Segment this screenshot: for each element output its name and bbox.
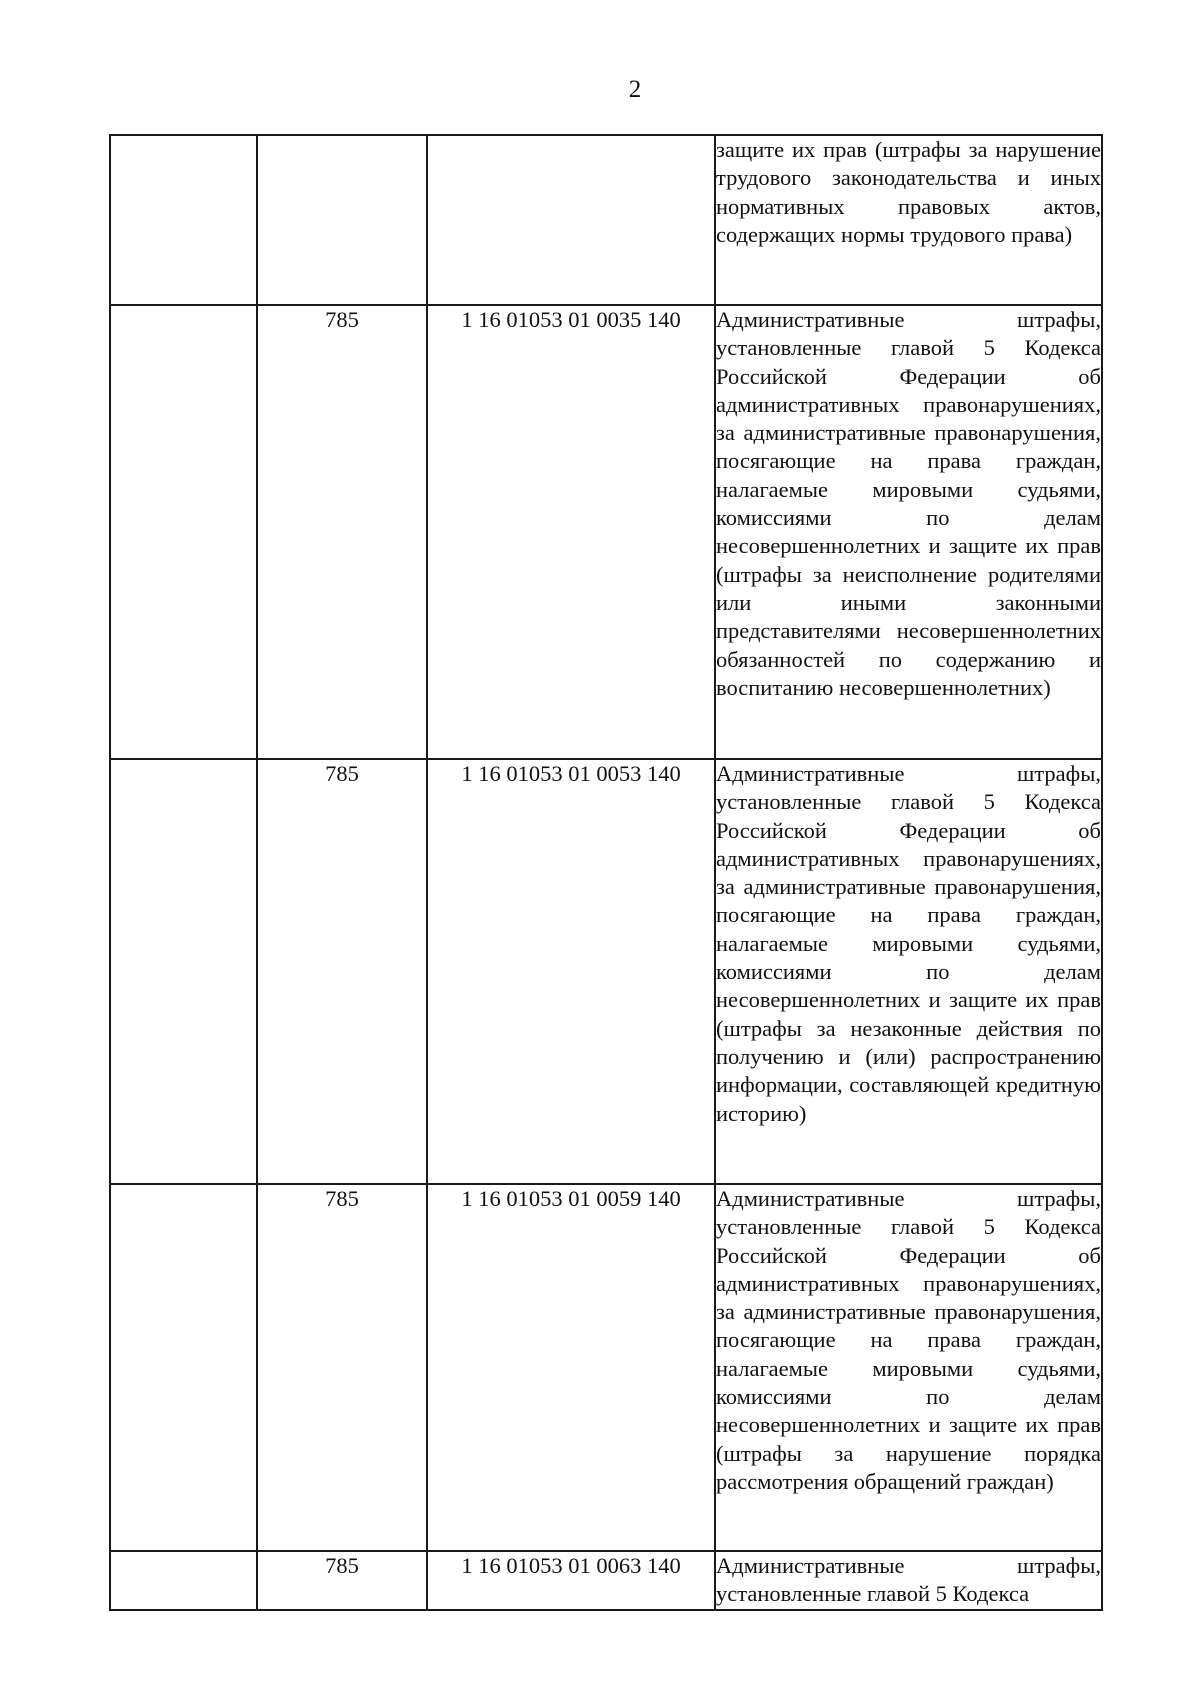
description-text: Административные штрафы, установленные главой 5 Кодекса Российской Федерации об административных правонарушениях, за административные правонарушения, посягающие на права граждан, налагаемые мировыми судьями, комиссиями по делам несовершеннолетних и защите их прав (штрафы за неисполнение родителями или иными законными представителями несовершеннолетних обязанностей по содержанию и воспитанию несовершеннолетних) [716,307,1101,700]
description-cell [715,305,1102,759]
description-text: Административные штрафы, установленные главой 5 Кодекса Российской Федерации об административных правонарушениях, за административные правонарушения, посягающие на права граждан, налагаемые мировыми судьями, комиссиями по делам несовершеннолетних и защите их прав (штрафы за нарушение порядка рассмотрения обращений граждан) [716,1186,1101,1494]
kbk-code-cell: 1 16 01053 01 0059 140 [427,1184,715,1551]
table-row [110,135,1102,305]
kbk-code-cell: 1 16 01053 01 0035 140 [427,305,715,759]
admin-code-cell: 785 [257,1184,427,1551]
table-row [110,759,1102,1184]
table-row [110,1551,1102,1610]
table-row [110,1184,1102,1551]
admin-code-cell: 785 [257,1551,427,1610]
description-cell [715,1551,1102,1610]
blank-cell [110,759,257,1184]
blank-cell [110,1551,257,1610]
blank-cell [110,1184,257,1551]
description-text: защите их прав (штрафы за нарушение трудового законодательства и иных нормативных правовых актов, содержащих нормы трудового права) [716,137,1101,247]
blank-cell [110,305,257,759]
table-row [110,305,1102,759]
kbk-code-cell: 1 16 01053 01 0053 140 [427,759,715,1184]
revenue-codes-table [109,134,1103,1611]
blank-cell [110,135,257,305]
description-text: Административные штрафы, установленные главой 5 Кодекса [716,1553,1101,1607]
kbk-code-cell [427,135,715,305]
admin-code-cell: 785 [257,759,427,1184]
kbk-code-cell: 1 16 01053 01 0063 140 [427,1551,715,1610]
description-text: Административные штрафы, установленные главой 5 Кодекса Российской Федерации об административных правонарушениях, за административные правонарушения, посягающие на права граждан, налагаемые мировыми судьями, комиссиями по делам несовершеннолетних и защите их прав (штрафы за незаконные действия по получению и (или) распространению информации, составляющей кредитную историю) [716,761,1101,1126]
description-cell [715,759,1102,1184]
admin-code-cell: 785 [257,305,427,759]
page-number: 2 [628,76,642,103]
description-cell [715,1184,1102,1551]
admin-code-cell [257,135,427,305]
description-cell [715,135,1102,305]
